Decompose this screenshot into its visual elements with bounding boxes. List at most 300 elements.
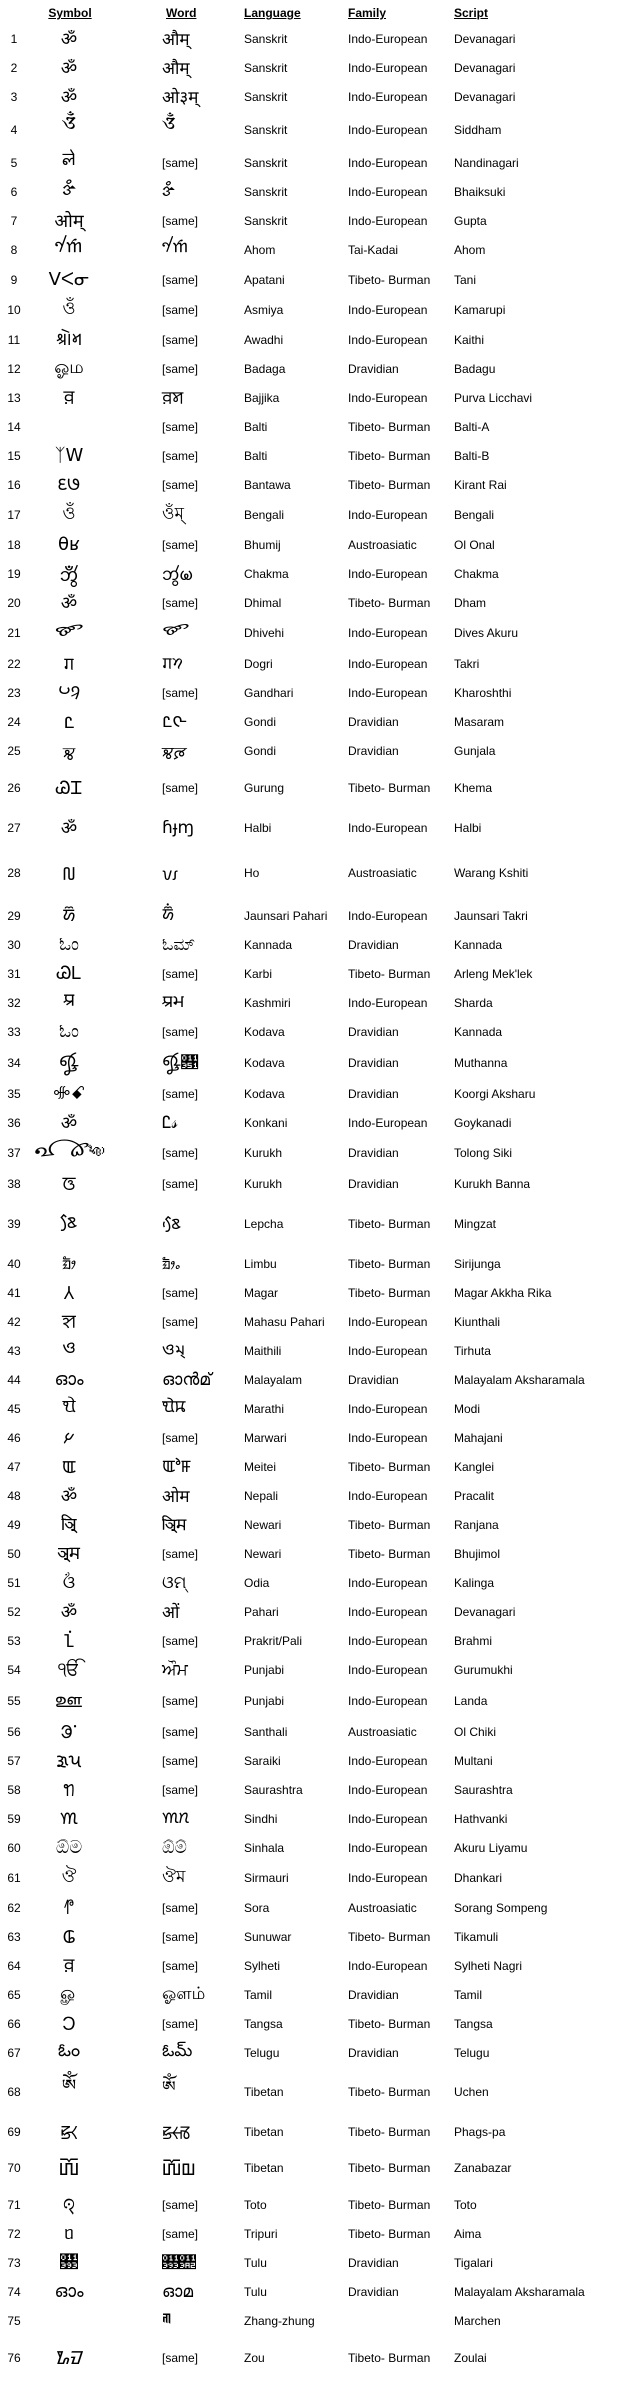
- script-cell: Toto: [454, 2197, 477, 2212]
- om-symbol: ॐ: [60, 57, 78, 79]
- language-cell: Karbi: [244, 966, 273, 981]
- om-word: ᤀᤥᤱ: [162, 1253, 180, 1274]
- script-cell: Tirhuta: [454, 1343, 491, 1358]
- script-cell: Gunjala: [454, 743, 496, 758]
- language-cell: Mahasu Pahari: [244, 1314, 325, 1329]
- table-row: [0, 1278, 619, 1307]
- language-cell: Newari: [244, 1517, 282, 1532]
- om-word: [same]: [162, 1958, 199, 1973]
- table-row: [0, 2190, 619, 2219]
- row-number: 26: [7, 781, 21, 795]
- om-symbol: ᱳᱸ: [60, 1721, 78, 1743]
- family-cell: Indo-European: [348, 155, 428, 170]
- row-number: 44: [7, 1372, 21, 1387]
- table-row: [0, 148, 619, 177]
- script-cell: Kurukh Banna: [454, 1176, 531, 1191]
- table-row: [0, 1862, 619, 1893]
- language-cell: Awadhi: [244, 332, 284, 347]
- table-row: [0, 2219, 619, 2248]
- language-cell: Sunuwar: [244, 1929, 292, 1944]
- script-cell: Marchen: [454, 2313, 501, 2328]
- row-number: 49: [7, 1517, 21, 1532]
- table-row: [0, 1597, 619, 1626]
- language-cell: Apatani: [244, 272, 285, 287]
- script-cell: Kaithi: [454, 332, 485, 347]
- om-word: ഓമ: [162, 2281, 193, 2302]
- row-number: 10: [7, 302, 21, 317]
- om-symbol: ഓം: [54, 1369, 84, 1390]
- language-cell: Tibetan: [244, 2085, 284, 2099]
- row-number: 15: [7, 448, 21, 463]
- language-cell: Sanskrit: [244, 122, 288, 137]
- script-cell: Goykanadi: [454, 1115, 512, 1130]
- family-cell: Indo-European: [348, 184, 428, 199]
- row-number: 22: [7, 656, 21, 671]
- om-word: [same]: [162, 1633, 199, 1648]
- language-cell: Prakrit/Pali: [244, 1633, 303, 1648]
- script-cell: Arleng Mek'lek: [454, 966, 533, 981]
- om-word: ꠅꠝ: [162, 389, 184, 409]
- table-row: [0, 1198, 619, 1249]
- language-cell: Gandhari: [244, 685, 294, 700]
- table-row: [0, 354, 619, 383]
- language-cell: Sanskrit: [244, 155, 288, 170]
- om-word: ओम: [162, 1487, 190, 1507]
- om-word: ɦɟɱ: [162, 818, 195, 838]
- om-symbol: ॐ: [60, 592, 78, 614]
- table-row: [0, 1249, 619, 1278]
- row-number: 53: [7, 1633, 21, 1648]
- row-number: 68: [7, 2085, 21, 2099]
- table-row: [0, 2146, 619, 2190]
- language-cell: Tibetan: [244, 2124, 284, 2139]
- family-cell: Tibeto- Burman: [348, 2016, 431, 2031]
- script-cell: Tikamuli: [454, 1929, 499, 1944]
- om-symbol: ༀ: [61, 2076, 77, 2097]
- family-cell: Dravidian: [348, 743, 399, 758]
- script-cell: Balti-B: [454, 448, 490, 463]
- om-word: [same]: [162, 537, 199, 552]
- table-row: [0, 53, 619, 82]
- table-row: [0, 1423, 619, 1452]
- om-word: [same]: [162, 1176, 199, 1191]
- script-cell: Magar Akkha Rika: [454, 1285, 552, 1300]
- family-cell: Tibeto- Burman: [348, 1216, 431, 1231]
- table-row: [0, 588, 619, 617]
- om-symbol: ॐ: [60, 1485, 78, 1507]
- script-cell: Sharda: [454, 995, 493, 1010]
- table-row: [0, 1922, 619, 1951]
- table-header: [0, 2, 619, 24]
- family-cell: Indo-European: [348, 1811, 428, 1826]
- language-cell: Sinhala: [244, 1840, 285, 1855]
- row-number: 8: [10, 243, 18, 257]
- row-number: 2: [10, 60, 18, 75]
- script-cell: Bengali: [454, 507, 495, 522]
- om-word: 𑜒𑜦: [162, 237, 189, 257]
- om-symbol: 𑢰: [62, 864, 76, 885]
- script-cell: Badagu: [454, 361, 496, 376]
- script-cell: Zanabazar: [454, 2161, 512, 2175]
- family-cell: Indo-European: [348, 1401, 428, 1416]
- language-cell: Tamil: [244, 1987, 273, 2002]
- family-cell: Tibeto- Burman: [348, 2226, 431, 2241]
- script-cell: Pracalit: [454, 1488, 495, 1503]
- om-symbol: 𑊰: [60, 1807, 78, 1829]
- om-symbol: ඕම: [55, 1837, 83, 1858]
- table-row: [0, 1539, 619, 1568]
- table-row: [0, 1510, 619, 1539]
- script-cell: Saurashtra: [454, 1782, 513, 1797]
- table-row: [0, 736, 619, 765]
- family-cell: Indo-European: [348, 31, 428, 46]
- family-cell: Indo-European: [348, 302, 428, 317]
- row-number: 11: [7, 332, 21, 347]
- om-symbol: ওঁ: [62, 298, 76, 319]
- script-cell: Chakma: [454, 566, 499, 581]
- family-cell: Indo-European: [348, 1488, 428, 1503]
- om-symbol: ॐ: [60, 1601, 78, 1623]
- om-word: ଓମ୍: [162, 1572, 187, 1593]
- language-cell: Santhali: [244, 1724, 288, 1739]
- row-number: 7: [10, 213, 18, 228]
- script-cell: Balti-A: [454, 419, 490, 434]
- language-cell: Sora: [244, 1900, 270, 1915]
- script-cell: Tamil: [454, 1987, 483, 2002]
- table-row: [0, 959, 619, 988]
- family-cell: Austroasiatic: [348, 1724, 417, 1739]
- family-cell: Dravidian: [348, 2255, 399, 2270]
- table-row: [0, 265, 619, 294]
- row-number: 69: [7, 2124, 21, 2139]
- row-number: 55: [7, 1693, 21, 1708]
- table-row: [0, 1336, 619, 1365]
- row-number: 1: [10, 31, 18, 46]
- om-symbol: ಓಂ: [58, 1021, 80, 1042]
- om-symbol: θʁ: [58, 534, 80, 555]
- om-symbol: ੴ: [58, 1659, 80, 1680]
- om-word: ཨོཾ: [162, 2078, 176, 2098]
- row-number: 13: [7, 390, 21, 405]
- table-row: [0, 930, 619, 959]
- om-word: [same]: [162, 1086, 199, 1101]
- language-cell: Bengali: [244, 507, 285, 522]
- om-word: 𑱲: [162, 2309, 172, 2330]
- script-cell: Siddham: [454, 122, 502, 137]
- om-symbol: 𑍐: [58, 1053, 80, 1074]
- row-number: 47: [7, 1459, 21, 1474]
- script-cell: Kharoshthi: [454, 685, 512, 700]
- row-number: 20: [7, 595, 21, 610]
- om-word: 𑊰𑋗: [162, 1807, 190, 1828]
- language-cell: Punjabi: [244, 1662, 285, 1677]
- family-cell: Indo-European: [348, 1314, 428, 1329]
- family-cell: Dravidian: [348, 1372, 399, 1387]
- om-word: 𑚈𑚫: [162, 905, 174, 925]
- language-cell: Meitei: [244, 1459, 277, 1474]
- om-word: 𑆃𑆩: [162, 991, 185, 1012]
- om-word: [same]: [162, 419, 199, 434]
- om-symbol: ꠡ: [62, 1311, 76, 1333]
- row-number: 57: [7, 1753, 21, 1768]
- family-cell: Dravidian: [348, 1987, 399, 2002]
- language-cell: Sylheti: [244, 1958, 281, 1973]
- family-cell: Dravidian: [348, 2045, 399, 2060]
- row-number: 24: [7, 714, 21, 729]
- row-number: 66: [7, 2016, 21, 2031]
- script-cell: Nandinagari: [454, 155, 519, 170]
- script-cell: Tani: [454, 272, 477, 287]
- om-word: ओं: [162, 1603, 180, 1623]
- table-row: [0, 1481, 619, 1510]
- language-cell: Tulu: [244, 2255, 267, 2270]
- row-number: 36: [7, 1115, 21, 1130]
- row-number: 61: [7, 1870, 21, 1885]
- family-cell: Indo-European: [348, 1430, 428, 1445]
- word-column-header: [152, 2, 244, 24]
- language-cell: Balti: [244, 419, 268, 434]
- table-body: [0, 24, 619, 2381]
- family-cell: Indo-European: [348, 995, 428, 1010]
- row-number: 18: [7, 537, 21, 552]
- om-word: [same]: [162, 155, 199, 170]
- om-symbol: 𑅓: [63, 1427, 75, 1448]
- om-symbol: 𑐀𑐩: [57, 1542, 81, 1564]
- row-number: 32: [7, 995, 21, 1010]
- om-symbol: ꢒ: [63, 1779, 75, 1801]
- table-row: [0, 24, 619, 53]
- family-cell: Austroasiatic: [348, 537, 417, 552]
- family-cell: Tibeto- Burman: [348, 1517, 431, 1532]
- script-cell: Gupta: [454, 213, 487, 228]
- om-symbol: ᥝ: [64, 2223, 74, 2244]
- row-number: 58: [7, 1782, 21, 1797]
- family-cell: Tibeto- Burman: [348, 2085, 431, 2099]
- language-cell: Tangsa: [244, 2016, 283, 2031]
- om-symbol: ঔ: [61, 1866, 77, 1887]
- om-symbol: 𑚈: [62, 905, 76, 926]
- family-cell: Indo-European: [348, 1870, 428, 1885]
- table-row: [0, 412, 619, 441]
- om-word: [same]: [162, 1314, 199, 1329]
- table-row: [0, 177, 619, 206]
- table-row: [0, 2248, 619, 2277]
- language-cell: Sindhi: [244, 1811, 278, 1826]
- table-row: [0, 765, 619, 811]
- om-word: ꡝꡡꡏ: [162, 2123, 191, 2143]
- header-row: [0, 2, 619, 24]
- table-row: [0, 325, 619, 354]
- om-symbol: ॐ: [60, 86, 78, 108]
- table-row: [0, 383, 619, 412]
- row-number: 51: [7, 1575, 21, 1590]
- om-word: 𑒍𑒧𑓂: [162, 1339, 186, 1360]
- language-cell: Tibetan: [244, 2161, 284, 2175]
- family-cell: Indo-European: [348, 89, 428, 104]
- language-cell: Sanskrit: [244, 60, 288, 75]
- language-cell: Zou: [244, 2351, 265, 2365]
- language-cell: Tulu: [244, 2284, 267, 2299]
- language-cell: Kurukh: [244, 1146, 283, 1160]
- om-word: [same]: [162, 361, 199, 376]
- script-header-label: Script: [454, 6, 489, 20]
- table-row: [0, 901, 619, 930]
- family-cell: Austroasiatic: [348, 1900, 417, 1915]
- row-number: 73: [7, 2255, 21, 2270]
- row-number: 71: [7, 2197, 21, 2212]
- table-row: [0, 1951, 619, 1980]
- language-cell: Kodava: [244, 1024, 285, 1039]
- row-number: 70: [7, 2161, 21, 2175]
- family-cell: Indo-European: [348, 821, 428, 835]
- family-cell: Tibeto- Burman: [348, 419, 431, 434]
- row-number: 50: [7, 1546, 21, 1561]
- row-number: 19: [7, 566, 21, 581]
- om-word: [same]: [162, 302, 199, 317]
- om-symbol: ᛉW: [54, 445, 84, 466]
- table-row: [0, 1746, 619, 1775]
- script-cell: Dhankari: [454, 1870, 503, 1885]
- language-cell: Chakma: [244, 566, 289, 581]
- row-number: 76: [7, 2351, 21, 2365]
- family-cell: [348, 2306, 454, 2335]
- family-cell: Indo-European: [348, 566, 428, 581]
- om-symbol: ॐ: [60, 1112, 78, 1134]
- language-cell: Bhumij: [244, 537, 281, 552]
- row-number: 31: [7, 966, 21, 981]
- row-number: 37: [7, 1146, 21, 1160]
- om-symbol: ꗂꗃ: [52, 1083, 86, 1104]
- om-word: 𑘌𑘦: [162, 1397, 186, 1417]
- row-number: 62: [7, 1900, 21, 1915]
- om-word: औम्: [162, 59, 190, 79]
- language-column-header: [244, 2, 348, 24]
- family-header-label: Family: [348, 6, 387, 20]
- language-cell: Badaga: [244, 361, 286, 376]
- om-word: ਔਮ: [162, 1659, 188, 1680]
- table-row: [0, 845, 619, 901]
- row-number: 75: [7, 2313, 21, 2328]
- row-number: 9: [10, 272, 18, 287]
- om-word: [same]: [162, 1724, 199, 1739]
- om-word: ඕම්: [162, 1837, 187, 1858]
- family-cell: Tibeto- Burman: [348, 1929, 431, 1944]
- table-row: [0, 1137, 619, 1169]
- language-cell: Ho: [244, 866, 260, 880]
- script-cell: Sylheti Nagri: [454, 1958, 523, 1973]
- script-cell: Aima: [454, 2226, 482, 2241]
- number-column-header: [0, 2, 24, 24]
- row-number: 74: [7, 2284, 21, 2299]
- family-cell: Tibeto- Burman: [348, 2124, 431, 2139]
- script-cell: Warang Kshiti: [454, 866, 529, 880]
- table-row: [0, 2277, 619, 2306]
- om-symbol: 𑋶𑋷: [57, 473, 81, 495]
- family-cell: Dravidian: [348, 714, 399, 729]
- row-number: 14: [7, 419, 21, 434]
- row-number: 34: [7, 1055, 21, 1070]
- script-cell: Akuru Liyamu: [454, 1840, 528, 1855]
- om-symbol: 𖩀: [62, 2013, 76, 2035]
- om-word: [same]: [162, 1285, 199, 1300]
- om-word: [same]: [162, 2197, 199, 2212]
- language-cell: Limbu: [244, 1256, 277, 1271]
- family-cell: Dravidian: [348, 2284, 399, 2299]
- om-symbol: 𑘌: [62, 1396, 76, 1417]
- om-symbol: 𑄃𑄮𑄀: [59, 565, 79, 586]
- family-cell: Dravidian: [348, 1176, 399, 1191]
- row-number: 5: [10, 155, 18, 170]
- language-cell: Asmiya: [244, 302, 284, 317]
- script-cell: Tolong Siki: [454, 1146, 513, 1160]
- script-cell: Sirijunga: [454, 1256, 501, 1271]
- om-symbol: ᰣᰧ: [60, 1212, 78, 1233]
- language-cell: Saurashtra: [244, 1782, 303, 1797]
- om-symbol: 𑀑𑀁: [63, 1631, 75, 1652]
- row-number: 45: [7, 1401, 21, 1416]
- script-cell: Ol Chiki: [454, 1724, 497, 1739]
- script-cell: Landa: [454, 1693, 488, 1708]
- family-cell: Indo-European: [348, 656, 428, 671]
- table-row: [0, 499, 619, 530]
- language-cell: Toto: [244, 2197, 267, 2212]
- row-number: 21: [7, 626, 21, 640]
- om-symbol: ᏊᏞ: [56, 963, 82, 984]
- family-cell: Indo-European: [348, 908, 428, 923]
- om-symbol: 𑆃: [63, 990, 75, 1011]
- table-row: [0, 1893, 619, 1922]
- script-cell: Modi: [454, 1401, 481, 1416]
- language-cell: Magar: [244, 1285, 279, 1300]
- family-cell: Dravidian: [348, 361, 399, 376]
- script-cell: Koorgi Aksharu: [454, 1086, 536, 1101]
- script-cell: Kirant Rai: [454, 477, 507, 492]
- row-number: 29: [7, 908, 21, 923]
- language-cell: Konkani: [244, 1115, 288, 1130]
- om-word: Ꮭ𝓈: [162, 1112, 178, 1133]
- script-cell: Bhaiksuki: [454, 184, 506, 199]
- om-word: 𑍐𑍑: [162, 1053, 199, 1073]
- table-row: [0, 2067, 619, 2117]
- om-symbol: 𑜒𑜦: [54, 236, 84, 257]
- om-symbol: ॐ: [60, 818, 78, 839]
- language-cell: Nepali: [244, 1488, 279, 1503]
- om-word: ᰣᰧᰵ: [162, 1213, 182, 1234]
- row-number: 65: [7, 1987, 21, 2002]
- om-word: 𑰌𑰽: [162, 180, 175, 201]
- om-symbol: 𑃐: [64, 1897, 74, 1919]
- table-row: [0, 1804, 619, 1833]
- om-symbol: 𐨀𐨆𐨨: [57, 682, 81, 704]
- script-cell: Dives Akuru: [454, 626, 519, 640]
- om-word: [same]: [162, 595, 199, 610]
- om-symbol: 𑎓: [60, 2252, 78, 2273]
- om-word: ஓளம்: [162, 1983, 206, 2004]
- row-number: 72: [7, 2226, 21, 2241]
- table-row: [0, 1394, 619, 1423]
- script-cell: Multani: [454, 1753, 493, 1768]
- script-cell: Bhujimol: [454, 1546, 501, 1561]
- om-word: [same]: [162, 1024, 199, 1039]
- om-symbol: ꠃ: [62, 1173, 76, 1195]
- language-cell: Odia: [244, 1575, 270, 1590]
- om-word: [same]: [162, 1693, 199, 1708]
- script-cell: Kannada: [454, 1024, 503, 1039]
- language-cell: Kashmiri: [244, 995, 291, 1010]
- script-cell: Devanagari: [454, 60, 516, 75]
- script-cell: Kannada: [454, 937, 503, 952]
- script-cell: Ranjana: [454, 1517, 499, 1532]
